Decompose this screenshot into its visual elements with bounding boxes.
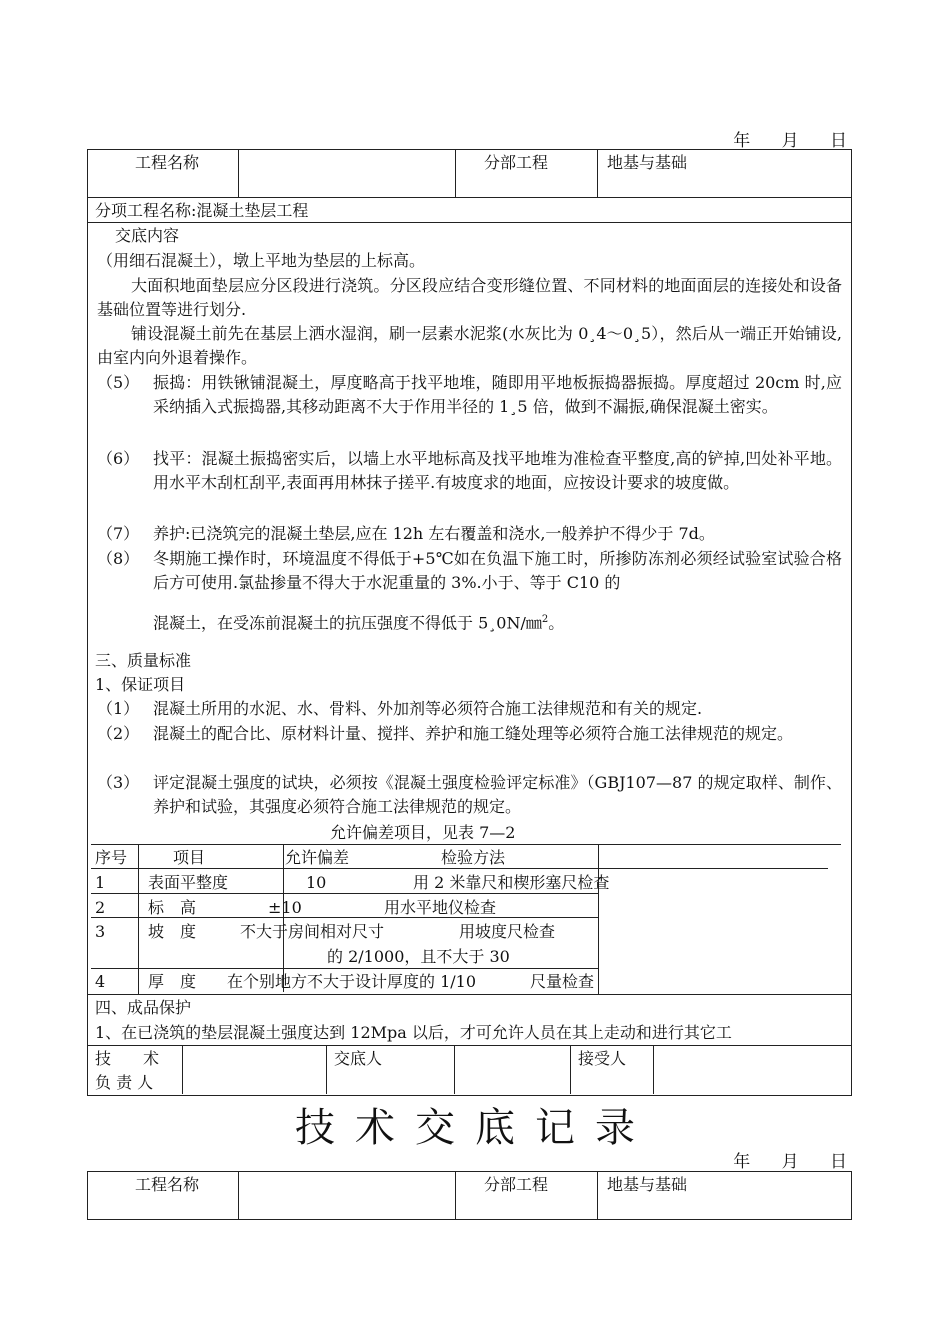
table-row-1-tolerance: 10 [306,873,327,892]
subproject-name: 分项工程名称:混凝土垫层工程 [95,201,309,220]
protection-heading: 四、成品保护 [95,998,192,1017]
month-label: 月 [781,131,799,151]
table-row-4-tolerance: 在个别地方不大于设计厚度的 1/10 [227,972,477,991]
tech-lead-label-line1: 技 术 [95,1049,160,1068]
quality-item-1-number: （1） [97,699,140,718]
table-row-2-item: 标 高 [148,898,197,917]
discloser-label: 交底人 [334,1049,383,1068]
table-row-2-no: 2 [95,898,106,917]
content-heading: 交底内容 [115,226,180,245]
division-label: 分部工程 [484,153,549,172]
table-header-item: 项目 [173,848,206,867]
month-label-2: 月 [781,1152,799,1172]
quality-item-3-text: 评定混凝土强度的试块，必须按《混凝土强度检验评定标准》（GBJ107—87 的规定取样、制作、养护和试验，其强度必须符合施工法律规范的规定。 [153,773,842,816]
item-7-text: 养护:已浇筑完的混凝土垫层,应在 12h 左右覆盖和浇水,一般养护不得少于 7d。 [153,524,715,543]
item-6-text: 找平：混凝土振捣密实后，以墙上水平地标高及找平地堆为准检查平整度,高的铲掉,凹处补平地。用水平木刮杠刮平,表面再用林抹子搓平.有坡度求的地面，应按设计要求的坡度做。 [153,449,842,492]
second-division-value: 地基与基础 [607,1175,688,1194]
content-paragraph-1: （用细石混凝土），墩上平地为垫层的上标高。 [97,251,426,270]
table-row-4-no: 4 [95,972,106,991]
year-label: 年 [733,131,751,151]
date-line-2 [707,1147,847,1172]
content-paragraph-2: 大面积地面垫层应分区段进行浇筑。分区段应结合变形缝位置、不同材料的地面面层的连接处和设备基础位置等进行划分. [97,276,842,319]
item-8-superscript: 2 [541,614,549,625]
item-8-text: 冬期施工操作时，环境温度不得低于+5℃如在负温下施工时，所掺防冻剂必须经试验室试验合格后方可使用.氯盐掺量不得大于水泥重量的 3%.小于、等于 C10 的 [153,549,842,592]
table-header-method: 检验方法 [441,848,506,867]
table-row-2-tolerance: ±10 [268,898,302,917]
item-5-number: （5） [97,373,140,392]
year-label-2: 年 [733,1152,751,1172]
quality-item-3-number: （3） [97,773,140,792]
table-row-3-tolerance: 不大于房间相对尺寸 [240,922,385,941]
quality-heading: 三、质量标准 [95,651,192,670]
item-6-number: （6） [97,449,140,468]
quality-item-2-number: （2） [97,724,140,743]
table-caption: 允许偏差项目，见表 7—2 [330,823,516,842]
receiver-label: 接受人 [578,1049,627,1068]
table-row-1-no: 1 [95,873,106,892]
quality-subheading: 1、保证项目 [95,675,186,694]
project-name-label: 工程名称 [135,153,200,172]
content-paragraph-3: 铺设混凝土前先在基层上洒水湿润，刷一层素水泥浆(水灰比为 0¸4～0¸5），然后从一端正开始铺设,由室内向外退着操作。 [97,324,842,367]
item-8-last-line [153,608,564,635]
date-line [707,126,847,151]
day-label: 日 [830,131,847,151]
item-5-text: 振捣：用铁锹铺混凝土，厚度略高于找平地堆，随即用平地板振捣器振捣。厚度超过 20cm 时,应采纳插入式振捣器,其移动距离不大于作用半径的 1¸5 倍，做到不漏振,确保混凝土密实。 [153,373,842,416]
table-row-2-method: 用水平地仪检查 [384,898,497,917]
table-row-4-method: 尺量检查 [530,972,595,991]
table-row-1-method: 用 2 米靠尺和楔形塞尺检查 [413,873,610,892]
tech-lead-label-line2: 负 责 人 [95,1073,154,1092]
second-project-name-label: 工程名称 [135,1175,200,1194]
day-label-2: 日 [830,1152,847,1172]
table-header-tolerance: 允许偏差 [285,848,350,867]
table-row-4-item: 厚 度 [148,972,197,991]
record-title: 技术交底记录 [295,1105,655,1151]
table-header-no: 序号 [95,848,128,867]
division-value: 地基与基础 [607,153,688,172]
table-row-3-item: 坡 度 [148,922,197,941]
item-8-number: （8） [97,549,140,568]
second-division-label: 分部工程 [484,1175,549,1194]
table-row-3-tolerance-cont: 的 2/1000，且不大于 30 [327,947,510,966]
quality-item-1-text: 混凝土所用的水泥、水、骨料、外加剂等必须符合施工法律规范和有关的规定. [153,699,703,718]
item-8-last-text: 混凝土，在受冻前混凝土的抗压强度不得低于 5¸0N/㎜ [153,613,542,633]
table-row-1-item: 表面平整度 [148,873,229,892]
quality-item-2-text: 混凝土的配合比、原材料计量、搅拌、养护和施工缝处理等必须符合施工法律规范的规定。 [153,724,794,743]
table-row-3-method: 用坡度尺检查 [459,922,556,941]
item-7-number: （7） [97,524,140,543]
second-form-frame [87,1171,852,1220]
protection-paragraph-1: 1、在已浇筑的垫层混凝土强度达到 12Mpa 以后，才可允许人员在其上走动和进行其它工 [95,1023,732,1042]
item-8-end: 。 [548,613,565,633]
table-row-3-no: 3 [95,922,106,941]
